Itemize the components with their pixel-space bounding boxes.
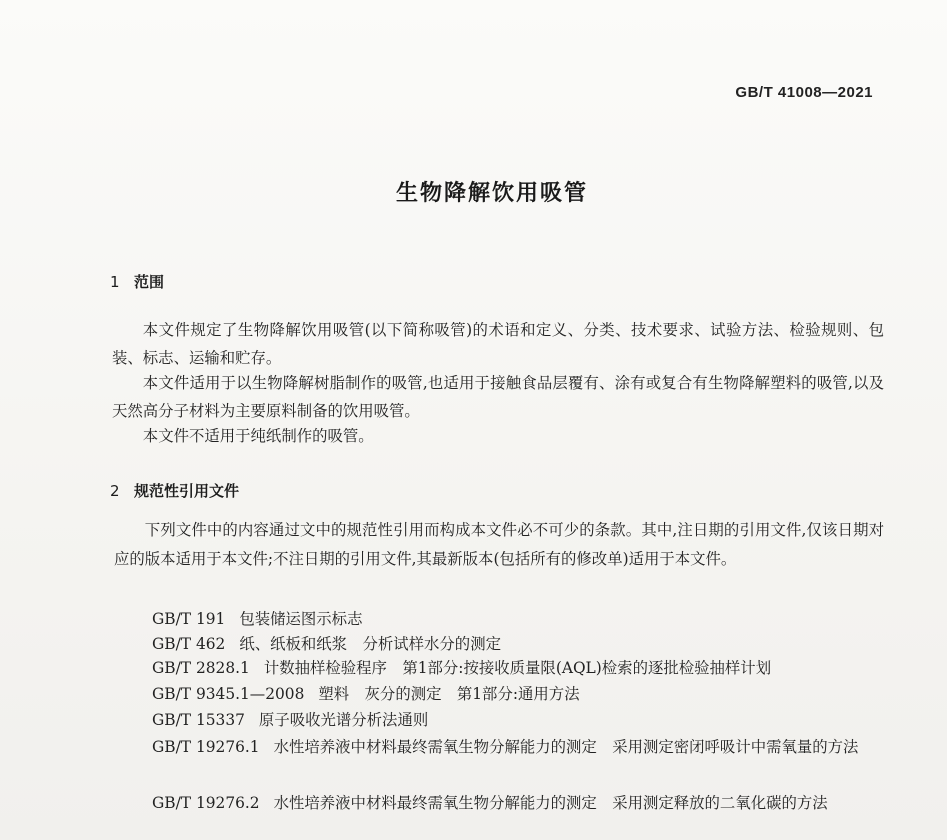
reference-code: GB/T 9345.1—2008 bbox=[152, 685, 305, 703]
section-title: 规范性引用文件 bbox=[134, 482, 240, 500]
reference-title: 水性培养液中材料最终需氧生物分解能力的测定 采用测定密闭呼吸计中需氧量的方法 bbox=[273, 738, 859, 756]
reference-title: 纸、纸板和纸浆 分析试样水分的测定 bbox=[239, 635, 501, 653]
reference-item bbox=[152, 606, 362, 632]
section-number: 2 bbox=[110, 482, 120, 500]
reference-code: GB/T 19276.1 bbox=[152, 738, 260, 756]
reference-item bbox=[112, 788, 884, 818]
section-number: 1 bbox=[110, 273, 120, 291]
reference-code: GB/T 15337 bbox=[152, 711, 245, 729]
section-heading-scope bbox=[110, 271, 164, 292]
reference-item bbox=[152, 631, 501, 657]
reference-title: 包装储运图示标志 bbox=[239, 610, 363, 628]
reference-code: GB/T 19276.2 bbox=[152, 794, 260, 812]
reference-code: GB/T 191 bbox=[152, 610, 226, 628]
references-intro-paragraph: 下列文件中的内容通过文中的规范性引用而构成本文件必不可少的条款。其中,注日期的引用文件,仅该日期对应的版本适用于本文件;不注日期的引用文件,其最新版本(包括所有的修改单)适用于本文件。 bbox=[114, 521, 884, 568]
reference-title: 塑料 灰分的测定 第1部分:通用方法 bbox=[318, 685, 580, 703]
scope-paragraph-1: 本文件规定了生物降解饮用吸管(以下简称吸管)的术语和定义、分类、技术要求、试验方法、检验规则、包装、标志、运输和贮存。 bbox=[112, 321, 884, 367]
reference-item bbox=[152, 655, 771, 681]
reference-code: GB/T 462 bbox=[152, 635, 226, 653]
scope-paragraph-3: 本文件不适用于纯纸制作的吸管。 bbox=[142, 427, 374, 445]
scope-paragraph-2: 本文件适用于以生物降解树脂制作的吸管,也适用于接触食品层覆有、涂有或复合有生物降解塑料的吸管,以及天然高分子材料为主要原料制备的饮用吸管。 bbox=[112, 374, 884, 420]
section-heading-normative-references bbox=[110, 480, 239, 501]
reference-title: 计数抽样检验程序 第1部分:按接收质量限(AQL)检索的逐批检验抽样计划 bbox=[263, 659, 772, 677]
document-title: 生物降解饮用吸管 bbox=[395, 181, 588, 206]
reference-title: 原子吸收光谱分析法通则 bbox=[258, 711, 429, 729]
reference-code: GB/T 2828.1 bbox=[152, 659, 250, 677]
standard-code: GB/T 41008—2021 bbox=[735, 84, 873, 101]
reference-item bbox=[152, 707, 428, 733]
reference-item bbox=[152, 681, 580, 707]
reference-title: 水性培养液中材料最终需氧生物分解能力的测定 采用测定释放的二氧化碳的方法 bbox=[273, 794, 828, 812]
section-title: 范围 bbox=[134, 273, 165, 291]
reference-item bbox=[112, 732, 884, 762]
